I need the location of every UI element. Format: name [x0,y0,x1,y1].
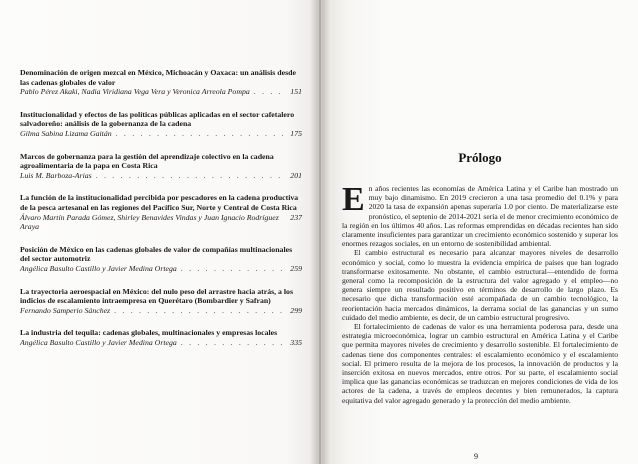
toc-title: La trayectoria aeroespacial en México: del nulo peso del arrastre hacia atrás, a los indicios de escalamiento intraempresa en Querétaro (Bombardier y Safran) [20,286,293,306]
prologue-paragraph: El cambio estructural es necesario para alcanzar mayores niveles de desarrollo económico y social, como lo muestra la evidencia empírica de países que han logrado transformarse exitosamente. No obstante, el cambio estructural—entendido de forma general como la recomposición de la estructura del valor agregado y el empleo—no genera siempre un resultado positivo en términos de desarrollo de largo plazo. Es necesario que dicha transformación esté acompañada de un cambio tecnológico, la reorientación hacia mercados dinámicos, la derrama social de las ganancias y un sumo cuidado del medio ambiente, es decir, de un cambio estructural progresivo. [342,248,618,322]
toc-leader-dots [96,171,284,181]
drop-cap: E [342,181,365,218]
toc-leader-dots [181,338,284,348]
toc-page-number: 335 [290,337,302,347]
toc-authors: Luis M. Barboza-Arias [20,170,92,180]
toc-authors: Angélica Basulto Castillo y Javier Medina Ortega [20,337,177,347]
toc-page-number: 299 [290,305,302,315]
toc-leader-dots [181,264,284,274]
prologue-body [342,181,618,405]
toc-entry [20,193,302,231]
toc-title: Marcos de gobernanza para la gestión del aprendizaje colectivo en la cadena agroalimentaria de la papa en Costa Rica [20,151,274,171]
book-gutter [310,0,330,464]
toc-page-number: 175 [290,128,302,138]
toc-leader-dots [114,306,284,316]
toc-title: La función de la institucionalidad percibida por pescadores en la cadena productiva de la pesca artesanal en las regiones del Pacífico Sur, Norte y Central de Costa Rica [20,193,299,212]
toc-authors: Fernando Samperio Sánchez [20,305,111,315]
toc-entry [20,152,302,181]
prologue-heading: Prólogo [458,150,502,165]
toc-entry [20,110,302,139]
left-page-toc [0,0,318,464]
toc-authors: Álvaro Martín Parada Gómez, Shirley Benavides Vindas y Juan Ignacio Rodríguez Araya [20,212,279,232]
toc-entry [20,68,302,97]
toc-authors: Pablo Pérez Akaki, Nadia Viridiana Vega Vera y Veronica Arreola Pompa [20,87,250,97]
toc-leader-dots [116,129,284,139]
page-number: 9 [474,452,478,461]
prologue-paragraph: El fortalecimiento de cadenas de valor es una herramienta poderosa para, desde una estrategia microeconómica, lograr un cambio estructural en América Latina y el Caribe que permita mayores niveles de crecimiento y desarrollo sostenible. El fortalecimiento de cadenas tiene dos componentes centrales: el escalamiento económico y el escalamiento social. El primero resulta de la mejora de los procesos, la innovación de productos y la inserción exitosa en nuevos mercados, entre otros. Por su parte, el escalamiento social implica que las ganancias económicas se traduzcan en mejores condiciones de vida de los actores de la cadena, a través de empleos decentes y bien remunerados, la captura equitativa del valor agregado generado y la protección del medio ambiente. [342,322,618,405]
table-of-contents [20,68,302,360]
toc-page-number: 259 [290,263,302,273]
toc-authors: Angélica Basulto Castillo y Javier Medina Ortega [20,263,177,273]
toc-title: Denominación de origen mezcal en México, Michoacán y Oaxaca: un análisis desde las cadenas globales de valor [20,68,296,87]
prologue-section [342,150,618,405]
toc-title: La industria del tequila: cadenas globales, multinacionales y empresas locales [20,328,278,338]
toc-title: Posición de México en las cadenas globales de valor de compañías multinacionales del sector automotriz [20,244,293,264]
toc-entry [20,287,302,316]
toc-authors: Gilma Sabina Lizama Gaitán [20,128,112,138]
toc-entry [20,245,302,274]
toc-entry [20,328,302,347]
toc-page-number: 151 [290,87,302,97]
toc-title: Institucionalidad y efectos de las políticas públicas aplicadas en el sector cafetalero salvadoreño: análisis de la gobernanza de la cadena [20,109,295,129]
prologue-paragraph: En años recientes las economías de América Latina y el Caribe han mostrado un muy bajo dinamismo. En 2019 crecieron a una tasa promedio del 0.1% y para 2020 la tasa de expansión apenas superaría 1.0 por ciento. De materializarse este pronóstico, el septenio de 2014-2021 sería el de menor crecimiento económico de la región en los últimos 40 años. Las reformas emprendidas en décadas recientes han sido claramente insuficientes para garantizar un crecimiento económico sostenido y superar los enormes rezagos sociales, en un entorno de sostenibilidad ambiental. [342,181,618,249]
toc-page-number: 201 [290,170,302,180]
toc-page-number: 237 [290,212,302,222]
right-page-prologue [322,0,638,464]
toc-leader-dots [254,87,284,97]
